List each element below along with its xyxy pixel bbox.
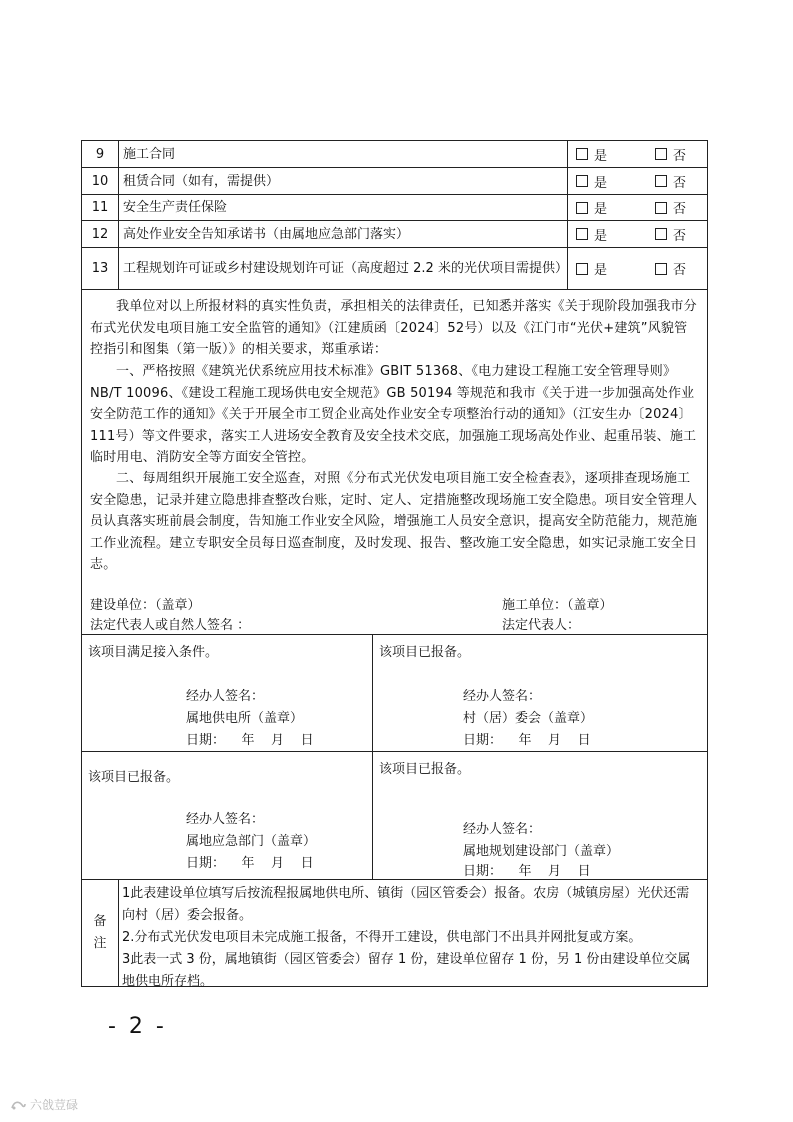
table-row (82, 248, 707, 290)
row-number: 9 (95, 146, 105, 162)
row-number: 13 (91, 261, 109, 276)
pledge-intro: 我单位对以上所报材料的真实性负责，承担相关的法律责任，已知悉并落实《关于现阶段加强我市分布式光伏发电项目施工安全监管的通知》（江建质函〔2024〕52号）以及《江门市“光伏+建筑”风貌管控指引和图集（第一版）》的相关要求，郑重承诺： (90, 299, 697, 357)
signer-label: 经办人签名： (463, 822, 542, 837)
checkbox-icon[interactable] (655, 228, 667, 240)
remarks-notes (122, 883, 701, 993)
row-number: 10 (91, 173, 109, 189)
row-item: 租赁合同（如有，需提供） (123, 173, 280, 189)
emergency-dept-approval (82, 752, 373, 880)
yes-option[interactable]: 是 (576, 172, 607, 191)
row-number: 11 (91, 200, 109, 215)
org-seal-label: 村（居）委会（盖章） (463, 711, 594, 726)
village-committee-approval (373, 635, 707, 752)
row-item: 高处作业安全告知承诺书（由属地应急部门落实） (123, 226, 410, 242)
checkbox-icon[interactable] (576, 148, 588, 160)
table-row (82, 195, 707, 221)
remark-note: 3此表一式 3 份，属地镇街（园区管委会）留存 1 份，建设单位留存 1 份，另 1 份由建设单位交属地供电所存档。 (122, 952, 691, 989)
row-choice (572, 248, 709, 289)
yes-option[interactable]: 是 (576, 225, 607, 244)
remarks-label: 备 注 (82, 880, 119, 986)
checkbox-icon[interactable] (576, 202, 588, 214)
watermark-logo-icon (10, 1099, 26, 1111)
checkbox-icon[interactable] (576, 175, 588, 187)
no-option[interactable]: 否 (655, 259, 686, 278)
watermark-text: 六戗荳碌 (30, 1098, 79, 1112)
row-item: 工程规划许可证或乡村建设规划许可证（高度超过 2.2 米的光伏项目需提供） (123, 261, 568, 276)
remark-note: 2.分布式光伏发电项目未完成施工报备，不得开工建设，供电部门不出具并网批复或方案。 (122, 930, 642, 945)
checkbox-icon[interactable] (655, 263, 667, 275)
pledge-item-1: 一、严格按照《建筑光伏系统应用技术标准》GBIT 51368、《电力建设工程施工安全管理导则》NB/T 10096、《建设工程施工现场供电安全规范》GB 50194 等规范和我市《关于进一步加强高处作业安全防范工作的通知》《关于开展全市工贸企业高处作业安全专项整治行动的通知》（江安生办〔2024〕111号）等文件要求，落实工人进场安全教育及安全技术交底，加强施工现场高处作业、起重吊装、施工临时用电、消防安全等方面安全管控。 (90, 364, 697, 465)
no-option[interactable]: 否 (655, 198, 686, 217)
row-item: 安全生产责任保险 (123, 200, 228, 215)
org-seal-label: 属地规划建设部门（盖章） (463, 844, 620, 859)
no-option[interactable]: 否 (655, 172, 686, 191)
date-label: 日期： 年 月 日 (186, 733, 314, 748)
pledge-item-2: 二、每周组织开展施工安全巡查，对照《分布式光伏发电项目施工安全检查表》，逐项排查现场施工安全隐患，记录并建立隐患排查整改台账，定时、定人、定措施整改现场施工安全隐患。项目安全管理人员认真落实班前晨会制度，告知施工作业安全风险，增强施工人员安全意识，提高安全防范能力，规范施工作业流程。建立专职安全员每日巡查制度，及时发现、报告、整改施工安全隐患，如实记录施工安全日志。 (90, 471, 698, 572)
row-number: 12 (91, 226, 109, 242)
signer-label: 经办人签名： (186, 689, 265, 704)
pledge-section (82, 290, 707, 635)
table-row (82, 168, 707, 195)
date-label: 日期： 年 月 日 (463, 733, 591, 748)
date-label: 日期： 年 月 日 (463, 864, 591, 879)
form-table (81, 140, 708, 987)
no-option[interactable]: 否 (655, 145, 686, 164)
signer-label: 经办人签名： (186, 812, 265, 827)
contractor-unit-label: 施工单位：（盖章） (502, 598, 613, 613)
approval-text: 该项目满足接入条件。 (88, 645, 219, 660)
signer-label: 经办人签名： (463, 689, 542, 704)
table-row (82, 141, 707, 168)
approval-text: 该项目已报备。 (379, 762, 471, 777)
watermark (10, 1096, 78, 1113)
org-seal-label: 属地供电所（盖章） (186, 711, 304, 726)
page-number: - 2 - (108, 1014, 167, 1039)
remarks-section (82, 880, 707, 989)
planning-dept-approval (373, 752, 707, 880)
checkbox-icon[interactable] (576, 228, 588, 240)
date-label: 日期： 年 月 日 (186, 856, 314, 871)
row-choice (572, 168, 709, 194)
approval-text: 该项目已报备。 (88, 770, 180, 785)
row-choice (572, 195, 709, 220)
builder-unit-label: 建设单位：（盖章） (90, 598, 201, 613)
checkbox-icon[interactable] (576, 263, 588, 275)
approval-text: 该项目已报备。 (379, 645, 471, 660)
yes-option[interactable]: 是 (576, 198, 607, 217)
power-supply-approval (82, 635, 373, 752)
row-item: 施工合同 (123, 146, 176, 162)
checkbox-icon[interactable] (655, 175, 667, 187)
remark-note: 1此表建设单位填写后按流程报属地供电所、镇街（园区管委会）报备。农房（城镇房屋）光伏还需向村（居）委会报备。 (122, 886, 690, 923)
checkbox-icon[interactable] (655, 148, 667, 160)
row-choice (572, 221, 709, 247)
checkbox-icon[interactable] (655, 202, 667, 214)
org-seal-label: 属地应急部门（盖章） (186, 834, 317, 849)
yes-option[interactable]: 是 (576, 145, 607, 164)
yes-option[interactable]: 是 (576, 259, 607, 278)
row-choice (572, 141, 709, 167)
table-row (82, 221, 707, 248)
no-option[interactable]: 否 (655, 225, 686, 244)
builder-rep-label: 法定代表人或自然人签名 ： (90, 618, 251, 633)
contractor-rep-label: 法定代表人： (502, 618, 581, 633)
